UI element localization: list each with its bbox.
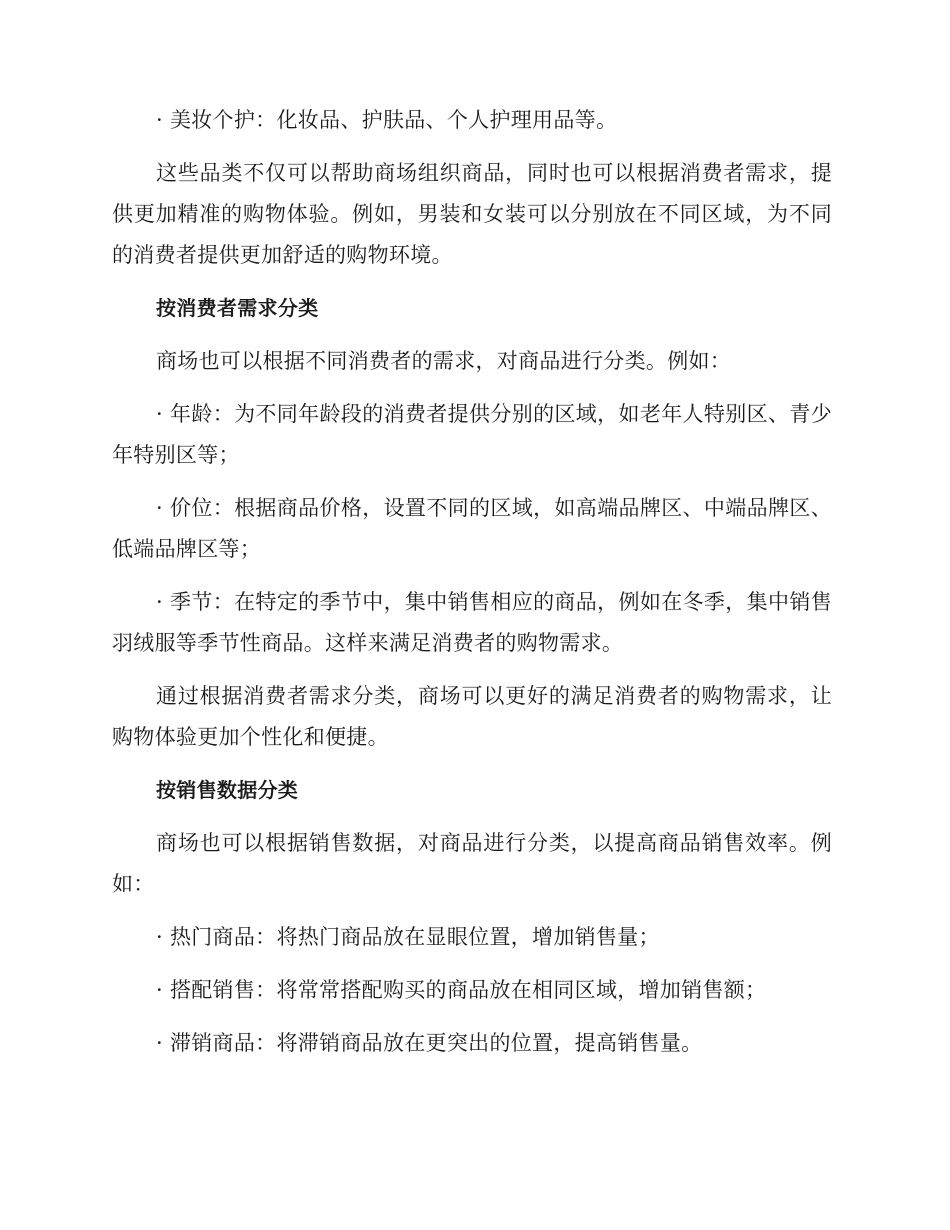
bullet-hot-products: · 热门商品：将热门商品放在显眼位置，增加销售量； (156, 925, 660, 949)
paragraph-sales-data-intro: 商场也可以根据销售数据，对商品进行分类，以提高商品销售效率。例如： (112, 831, 832, 896)
bullet-bundle-sales: · 搭配销售：将常常搭配购买的商品放在相同区域，增加销售额； (156, 978, 767, 1002)
heading-consumer-needs: 按消费者需求分类 (156, 296, 319, 320)
heading-sales-data: 按销售数据分类 (156, 778, 299, 802)
bullet-age: · 年龄：为不同年龄段的消费者提供分别的区域，如老年人特别区、青少年特别区等； (112, 402, 832, 467)
paragraph-consumer-needs-summary: 通过根据消费者需求分类，商场可以更好的满足消费者的购物需求，让购物体验更加个性化和便捷。 (112, 684, 832, 749)
bullet-price: · 价位：根据商品价格，设置不同的区域，如高端品牌区、中端品牌区、低端品牌区等； (112, 496, 832, 561)
paragraph-consumer-needs-intro: 商场也可以根据不同消费者的需求，对商品进行分类。例如： (156, 349, 732, 373)
bullet-slow-moving: · 滞销商品：将滞销商品放在更突出的位置，提高销售量。 (156, 1031, 703, 1055)
paragraph-category-benefits: 这些品类不仅可以帮助商场组织商品，同时也可以根据消费者需求，提供更加精准的购物体验。例如，男装和女装可以分别放在不同区域，为不同的消费者提供更加舒适的购物环境。 (112, 161, 832, 267)
bullet-season: · 季节：在特定的季节中，集中销售相应的商品，例如在冬季，集中销售羽绒服等季节性商品。这样来满足消费者的购物需求。 (112, 590, 832, 655)
document-page (112, 100, 832, 1076)
bullet-beauty-care: · 美妆个护：化妆品、护肤品、个人护理用品等。 (156, 108, 618, 132)
